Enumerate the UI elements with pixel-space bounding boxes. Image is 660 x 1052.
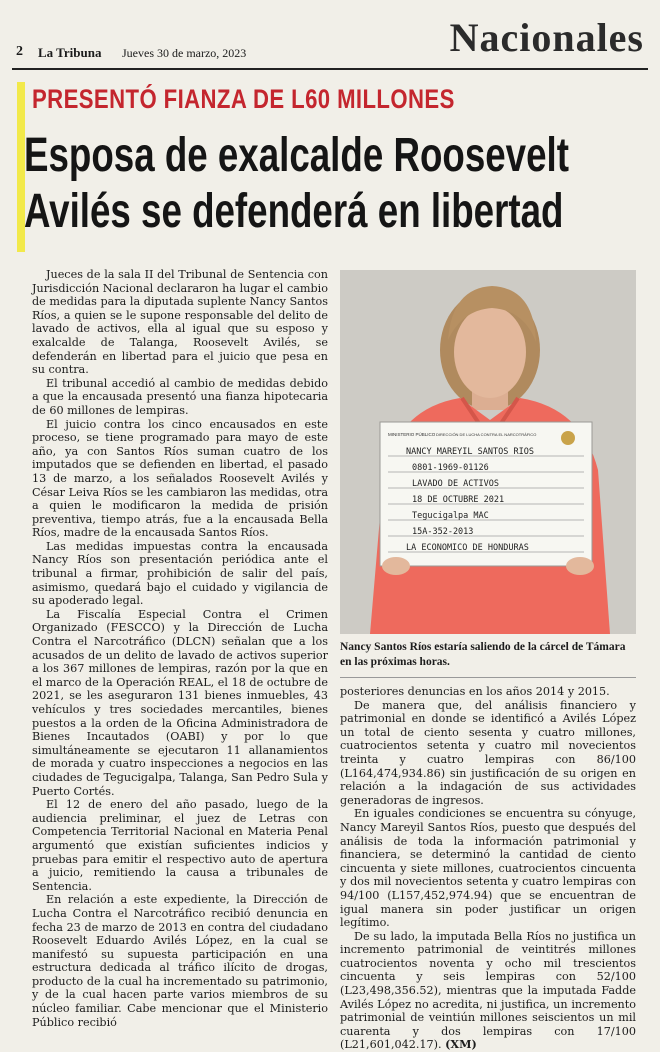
paragraph: El tribunal accedió al cambio de medidas debido a que la encausada presentó una fianza hipotecaria de 60 millones de lempiras.: [32, 376, 328, 417]
paragraph-last: [340, 930, 636, 1052]
paragraph: Las medidas impuestas contra la encausada Nancy Ríos son presentación periódica ante el tribunal a firmar, prohibición de salir del país, asimismo, quedará bajo el cuidado y vigilancia de su apoderado legal.: [32, 539, 328, 608]
column-left: [32, 268, 328, 1029]
paragraph-last-text: De su lado, la imputada Bella Ríos no justifica un incremento patrimonial de veintitrés millones cuatrocientos noventa y ocho mil trescientos cincuenta y seis lempiras con 52/100 (L23,498,356.52), mientras que la imputada Fadde Avilés López no acredita, ni justifica, un incremento patrimonial de veintiún millones seiscientos un mil cuarenta y dos lempiras con 17/100 (L21,601,042.17).: [340, 929, 636, 1052]
page-number: 2: [16, 44, 23, 59]
board-line: LAVADO DE ACTIVOS: [412, 479, 499, 489]
header-rule: [12, 68, 648, 70]
board-line: LA ECONOMICO DE HONDURAS: [406, 543, 529, 553]
photo-illustration: [340, 270, 636, 634]
issue-date: Jueves 30 de marzo, 2023: [122, 46, 247, 60]
paragraph: El 12 de enero del año pasado, luego de la audiencia preliminar, el juez de Letras con Competencia Territorial Nacional en Materia Penal argumentó que existían suficientes indicios y pruebas para emitir el respectivo auto de apertura a juicio, remitiendo la causa a tribunales de Sentencia.: [32, 798, 328, 893]
photo-caption: Nancy Santos Ríos estaría saliendo de la cárcel de Támara en las próximas horas.: [340, 641, 626, 668]
board-line: NANCY MAREYIL SANTOS RIOS: [406, 447, 534, 457]
page-header: [12, 15, 648, 66]
headline: Esposa de exalcalde Roosevelt Avilés se defenderá en libertad: [24, 129, 569, 238]
paragraph: El juicio contra los cinco encausados en este proceso, se tiene programado para mayo de este año, ya con Santos Ríos suman cuatro de los imputados que se defienden en libertad, el pasado 13 de marzo, a los señalados Roosevelt Avilés y César Leiva Ríos se les cambiaron las medidas, otra a quien le modificaron la medida de prisión preventiva, tiempo atrás, fue a la encausada Bella Ríos, madre de la encausada Santos Ríos.: [32, 417, 328, 540]
paragraph: En iguales condiciones se encuentra su cónyuge, Nancy Mareyil Santos Ríos, puesto que después del análisis de toda la información patrimonial y financiera, se determinó la cantidad de ciento cincuenta y siete millones, cuatrocientos cincuenta y dos mil novecientos setenta y cuatro lempiras con 94/100 (L157,452,974.94) que se encuentran de igual manera sin poder justificar un origen legítimo.: [340, 807, 636, 930]
board-line: 0801-1969-01126: [412, 463, 489, 473]
paragraph: La Fiscalía Especial Contra el Crimen Organizado (FESCCO) y la Dirección de Lucha Contra el Narcotráfico (DLCN) señalan que a los acusados de un delito de lavado de activos superior a los 367 millones de lempiras, razón por la que en el marco de la Operación REAL, el 18 de octubre de 2021, se les aseguraron 131 bienes inmuebles, 43 vehículos y tres sociedades mercantiles, bienes puestos a la orden de la Oficina Administradora de Bienes Incautados (OABI) y por lo que simultáneamente se ejecutaron 11 allanamientos de morada y cuatro inspecciones a negocios en las ciudades de Tegucigalpa, Talanga, San Pedro Sula y Puerto Cortés.: [32, 607, 328, 798]
board-title: DIRECCIÓN DE LUCHA CONTRA EL NARCOTRÁFICO: [436, 432, 537, 437]
paragraph: Jueces de la sala II del Tribunal de Sentencia con Jurisdicción Nacional declararon ha lugar el cambio de medidas para la diputada suplente Nancy Santos Ríos, a quien se le supone responsable del delito de lavado de activos, ella al igual que su esposo y exalcalde de Talanga, Roosevelt Avilés, se defenderán en libertad para el juicio que pesa en su contra.: [32, 268, 328, 377]
section-title: Nacionales: [449, 15, 644, 60]
board-line: 18 DE OCTUBRE 2021: [412, 495, 505, 505]
paragraph-continuation: posteriores denuncias en los años 2014 y 2015.: [340, 685, 610, 698]
column-right: [340, 685, 636, 1052]
caption-rule: [340, 677, 636, 678]
kicker: PRESENTÓ FIANZA DE L60 MILLONES: [32, 84, 455, 114]
news-photo: [340, 270, 636, 634]
board-line: 15A-352-2013: [412, 527, 474, 537]
paragraph: En relación a este expediente, la Dirección de Lucha Contra el Narcotráfico recibió denuncia en fecha 23 de marzo de 2013 en contra del ciudadano Roosevelt Eduardo Avilés López, en la cual se manifestó su supuesta participación en una estructura dedicada al tráfico ilícito de drogas, producto de la cual ha incrementado su patrimonio, y de la cual hacen parte varios miembros de su núcleo familiar. Cabe mencionar que el Ministerio Público recibió: [32, 893, 328, 1029]
paragraph: De manera que, del análisis financiero y patrimonial en donde se identificó a Avilés López un total de ciento sesenta y cuatro millones, cuatrocientos setenta y cuatro mil novecientos treinta y cuatro lempiras con 86/100 (L164,474,934.86) sin justificación de su origen en relación a la indagación de sus actividades generadoras de ingresos.: [340, 698, 636, 807]
newspaper-name: La Tribuna: [38, 45, 102, 60]
author-signature: (XM): [445, 1037, 477, 1052]
board-header: MINISTERIO PÚBLICO: [388, 432, 436, 437]
board-line: Tegucigalpa MAC: [412, 511, 489, 521]
